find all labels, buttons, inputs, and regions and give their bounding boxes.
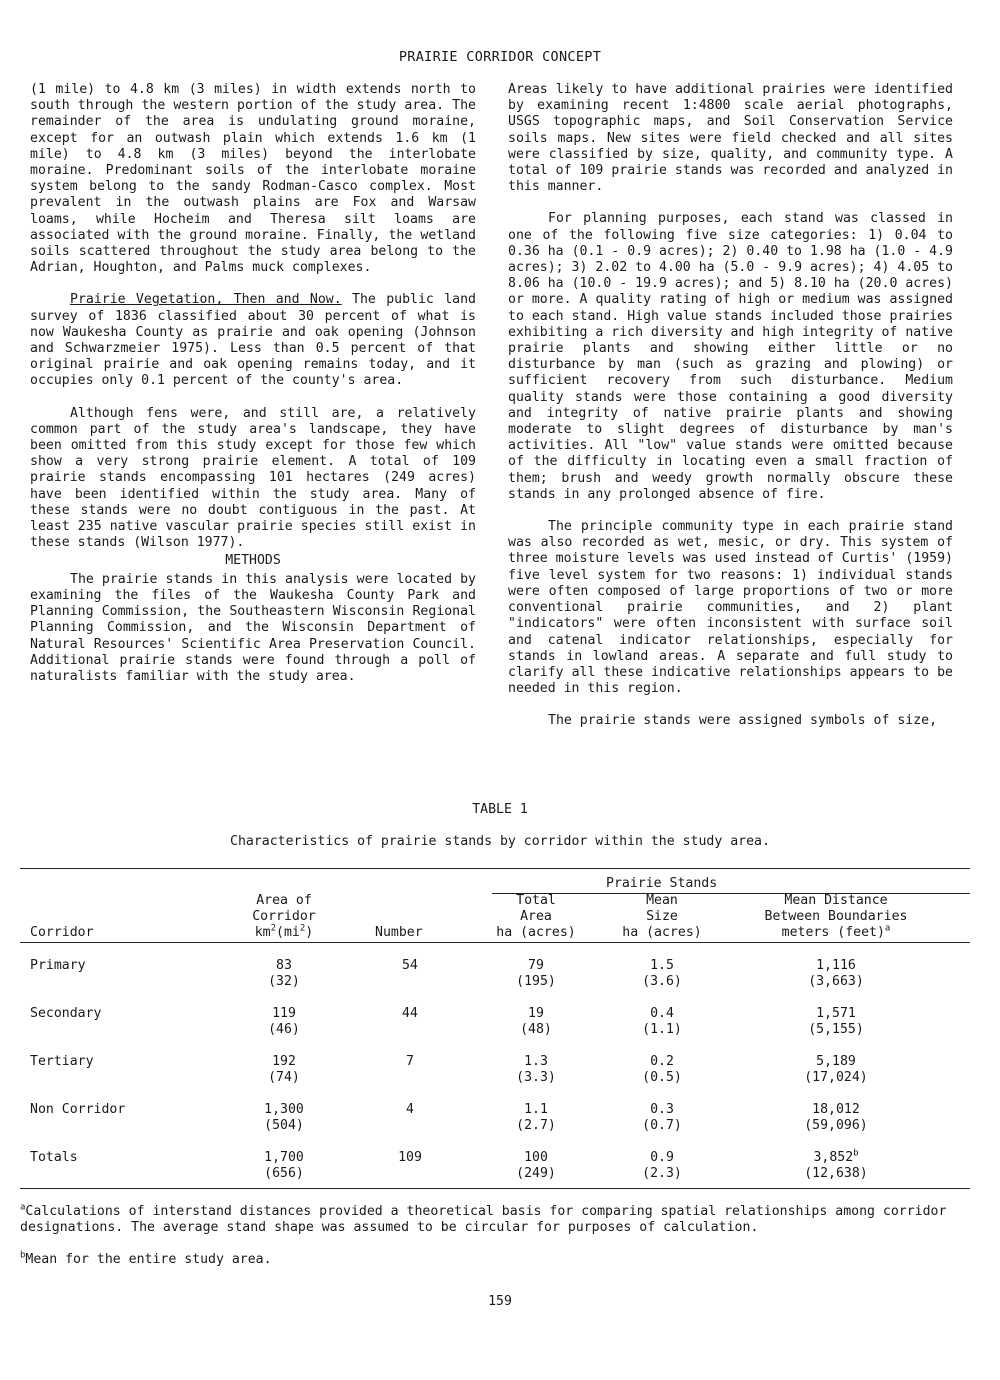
cell-total	[486, 1150, 586, 1166]
cell-number	[380, 1054, 440, 1070]
cell-total-alt: (249)	[516, 1166, 556, 1181]
group-header-prairie-stands: Prairie Stands	[606, 876, 718, 891]
cell-area-value: 119	[272, 1006, 296, 1021]
col-header-total-3: ha (acres)	[496, 925, 576, 940]
col-header-mean-1: Mean	[646, 893, 678, 908]
cell-area-value: 1,700	[264, 1150, 304, 1165]
footnote-a-ref: a	[884, 923, 891, 934]
paragraph-aerial: Areas likely to have additional prairies were identified by examining recent 1:4800 scale aerial photographs, USGS topographic maps, and Soil Conservation Service soils maps. New sites were field checked and all sites were classified by size, quality, and community type. A total of 109 prairie stands was recorded and analyzed in this manner.	[508, 82, 953, 195]
cell-corridor	[30, 1006, 230, 1022]
cell-dist	[746, 1006, 926, 1022]
cell-number-value: 109	[398, 1150, 422, 1165]
cell-number	[380, 1006, 440, 1022]
cell-dist	[746, 1054, 926, 1070]
cell-mean-value: 0.4	[650, 1006, 674, 1021]
col-header-total-2: Area	[520, 909, 552, 924]
cell-corridor-value: Totals	[30, 1150, 78, 1165]
paragraph-methods: The prairie stands in this analysis were located by examining the files of the Waukesha County Park and Planning Commission, the Southeastern Wisconsin Regional Planning Commission, and the Wisconsin Department of Natural Resources' Scientific Area Preservation Council. Additional prairie stands were found through a poll of naturalists familiar with the study area.	[30, 571, 476, 684]
cell-corridor-value: Primary	[30, 958, 86, 973]
cell-total-value: 1.3	[524, 1054, 548, 1069]
page-number: 159	[488, 1294, 512, 1309]
cell-corridor	[30, 1102, 230, 1118]
cell-area-alt: (504)	[264, 1118, 304, 1133]
table-header-rule	[20, 942, 970, 943]
methods-heading: METHODS	[225, 553, 281, 569]
paragraph-vegetation-body: The public land survey of 1836 classified about 30 percent of what is now Waukesha County as prairie and oak opening (Johnson and Schwarzmeier 1975). Less than 0.5 percent of that original prairie and oak opening remains today, and it occupies only 0.1 percent of the county's area.	[30, 292, 476, 389]
cell-total-alt: (48)	[520, 1022, 552, 1037]
table-1	[20, 802, 980, 849]
col-header-corridor: Corridor	[30, 925, 94, 940]
cell-total-alt: (2.7)	[516, 1118, 556, 1133]
unit-mi: (mi	[276, 925, 300, 940]
col-header-area-2: Corridor	[252, 909, 316, 924]
cell-mean-alt: (2.3)	[642, 1166, 682, 1181]
cell-area	[234, 1150, 334, 1166]
cell-area	[234, 1006, 334, 1022]
paragraph-community-type: The principle community type in each prairie stand was also recorded as wet, mesic, or dry. This system of three moisture levels was used instead of Curtis' (1959) five level system for two reasons: 1) individual stands were often composed of large proportions of two or more conventional prairie communities, and 2) plant "indicators" were often inconsistent with surface soil and catenal indicator relationships, especially for stands in lowland areas. A separate and full study to clarify all these indicative relationships appears to be needed in this region.	[508, 519, 953, 697]
col-header-distance-3	[746, 925, 926, 941]
cell-dist-value: 1,571	[816, 1006, 856, 1021]
cell-total	[486, 1054, 586, 1070]
cell-mean	[612, 1102, 712, 1118]
cell-area-value: 83	[276, 958, 292, 973]
cell-number	[380, 958, 440, 974]
right-column	[508, 82, 953, 730]
cell-mean	[612, 958, 712, 974]
paragraph-geology: (1 mile) to 4.8 km (3 miles) in width extends north to south through the western portion of the study area. The remainder of the area is undulating ground moraine, except for an outwash plain which extends 1.6 km (1 mile) to 4.8 km (3 miles) beyond the interlobate moraine. Predominant soils of the interlobate moraine system belong to the sandy Rodman-Casco complex. Most prevalent in the outwash plains are Fox and Warsaw loams, while Hocheim and Theresa silt loams are associated with the ground moraine. Finally, the wetland soils scattered throughout the study area belong to the Adrian, Houghton, and Palms muck complexes.	[30, 82, 476, 276]
cell-dist-value: 3,852	[813, 1150, 854, 1165]
cell-dist-alt: (5,155)	[808, 1022, 864, 1037]
cell-mean	[612, 1006, 712, 1022]
cell-total	[486, 1006, 586, 1022]
cell-area	[234, 958, 334, 974]
cell-area-value: 192	[272, 1054, 296, 1069]
cell-number-value: 7	[406, 1054, 414, 1069]
cell-total	[486, 958, 586, 974]
cell-area-alt: (46)	[268, 1022, 300, 1037]
cell-dist-alt: (3,663)	[808, 974, 864, 989]
footnote-a-text: Calculations of interstand distances provided a theoretical basis for comparing spatial relationships among corridor designations. The average stand shape was assumed to be circular for purposes of calculation.	[20, 1204, 947, 1235]
cell-area	[234, 1102, 334, 1118]
cell-mean-alt: (1.1)	[642, 1022, 682, 1037]
left-column	[30, 82, 476, 685]
footnote-a-mark: a	[20, 1202, 26, 1213]
cell-corridor-value: Non Corridor	[30, 1102, 126, 1117]
cell-dist-value: 18,012	[812, 1102, 860, 1117]
unit-close: )	[305, 925, 314, 940]
cell-mean-alt: (0.7)	[642, 1118, 682, 1133]
cell-area-alt: (656)	[264, 1166, 304, 1181]
cell-corridor	[30, 1150, 230, 1166]
cell-dist	[746, 958, 926, 974]
running-header: PRAIRIE CORRIDOR CONCEPT	[398, 49, 602, 65]
table-bottom-rule	[20, 1188, 970, 1189]
cell-total	[486, 1102, 586, 1118]
footnote-b	[20, 1252, 980, 1268]
table-label: TABLE 1	[472, 802, 528, 817]
cell-dist-alt: (17,024)	[804, 1070, 868, 1085]
footnote-b-mark: b	[20, 1250, 26, 1261]
cell-area-alt: (32)	[268, 974, 300, 989]
cell-number-value: 54	[402, 958, 418, 973]
col-header-area-3	[234, 925, 334, 941]
cell-area	[234, 1054, 334, 1070]
cell-corridor	[30, 958, 230, 974]
footnote-a	[20, 1204, 980, 1236]
unit-mi-sup: 2	[299, 923, 306, 934]
cell-dist	[746, 1150, 926, 1166]
paragraph-vegetation	[30, 292, 476, 389]
cell-dist-alt: (12,638)	[804, 1166, 868, 1181]
cell-corridor-value: Secondary	[30, 1006, 102, 1021]
cell-mean	[612, 1150, 712, 1166]
cell-number	[380, 1150, 440, 1166]
footnote-b-text: Mean for the entire study area.	[25, 1252, 272, 1267]
cell-dist-value: 1,116	[816, 958, 856, 973]
unit-km-sup: 2	[270, 923, 277, 934]
cell-mean-value: 1.5	[650, 958, 674, 973]
paragraph-symbols: The prairie stands were assigned symbols of size,	[548, 713, 938, 729]
cell-total-value: 1.1	[524, 1102, 548, 1117]
table-top-rule	[20, 868, 970, 869]
cell-total-alt: (195)	[516, 974, 556, 989]
cell-dist-alt: (59,096)	[804, 1118, 868, 1133]
unit-km: km	[254, 925, 271, 940]
cell-area-value: 1,300	[264, 1102, 304, 1117]
cell-corridor-value: Tertiary	[30, 1054, 94, 1069]
paragraph-fens: Although fens were, and still are, a relatively common part of the study area's landscape, they have been omitted from this study except for those few which show a very strong prairie element. A total of 109 prairie stands encompassing 101 hectares (249 acres) have been identified within the study area. Many of these stands were no doubt contiguous in the past. At least 235 native vascular prairie species still exist in these stands (Wilson 1977).	[30, 405, 476, 551]
cell-mean-value: 0.9	[650, 1150, 674, 1165]
cell-total-value: 100	[524, 1150, 548, 1165]
cell-number-value: 44	[402, 1006, 418, 1021]
col-header-number: Number	[375, 925, 423, 940]
cell-dist	[746, 1102, 926, 1118]
col-header-mean-2: Size	[646, 909, 678, 924]
paragraph-size-categories: For planning purposes, each stand was classed in one of the following five size categories: 1) 0.04 to 0.36 ha (0.1 - 0.9 acres); 2) 0.40 to 1.98 ha (1.0 - 4.9 acres); 3) 2.02 to 4.00 ha (5.0 - 9.9 acres); 4) 4.05 to 8.06 ha (10.0 - 19.9 acres); and 5) 8.10 ha (20.0 acres) or more. A quality rating of high or medium was assigned to each stand. High value stands included those prairies exhibiting a rich diversity and high integrity of native prairie plants and showing either little or no disturbance by man (such as grazing and plowing) or sufficient recovery from such disturbance. Medium quality stands were those containing a good diversity and integrity of native prairie plants and showing moderate to slight degrees of disturbance by man's activities. All "low" value stands were omitted because of the difficulty in locating even a small fraction of them; brush and weedy growth normally obscure these stands in any prolonged absence of fire.	[508, 211, 953, 502]
distance-unit: meters (feet)	[781, 925, 885, 940]
cell-number-value: 4	[406, 1102, 414, 1117]
cell-mean-value: 0.2	[650, 1054, 674, 1069]
cell-mean-alt: (0.5)	[642, 1070, 682, 1085]
col-header-mean-3: ha (acres)	[622, 925, 702, 940]
cell-total-alt: (3.3)	[516, 1070, 556, 1085]
table-caption: Characteristics of prairie stands by corridor within the study area.	[230, 834, 770, 849]
cell-corridor	[30, 1054, 230, 1070]
cell-dist-value: 5,189	[816, 1054, 856, 1069]
col-header-distance-1: Mean Distance	[784, 893, 888, 908]
cell-total-value: 19	[528, 1006, 544, 1021]
cell-mean-value: 0.3	[650, 1102, 674, 1117]
col-header-area-1: Area of	[256, 893, 312, 908]
col-header-total-1: Total	[516, 893, 556, 908]
cell-area-alt: (74)	[268, 1070, 300, 1085]
cell-total-value: 79	[528, 958, 544, 973]
cell-dist-footnote: b	[853, 1148, 859, 1159]
section-title-vegetation: Prairie Vegetation, Then and Now.	[70, 292, 342, 308]
col-header-distance-2: Between Boundaries	[764, 909, 908, 924]
cell-mean	[612, 1054, 712, 1070]
cell-number	[380, 1102, 440, 1118]
cell-mean-alt: (3.6)	[642, 974, 682, 989]
